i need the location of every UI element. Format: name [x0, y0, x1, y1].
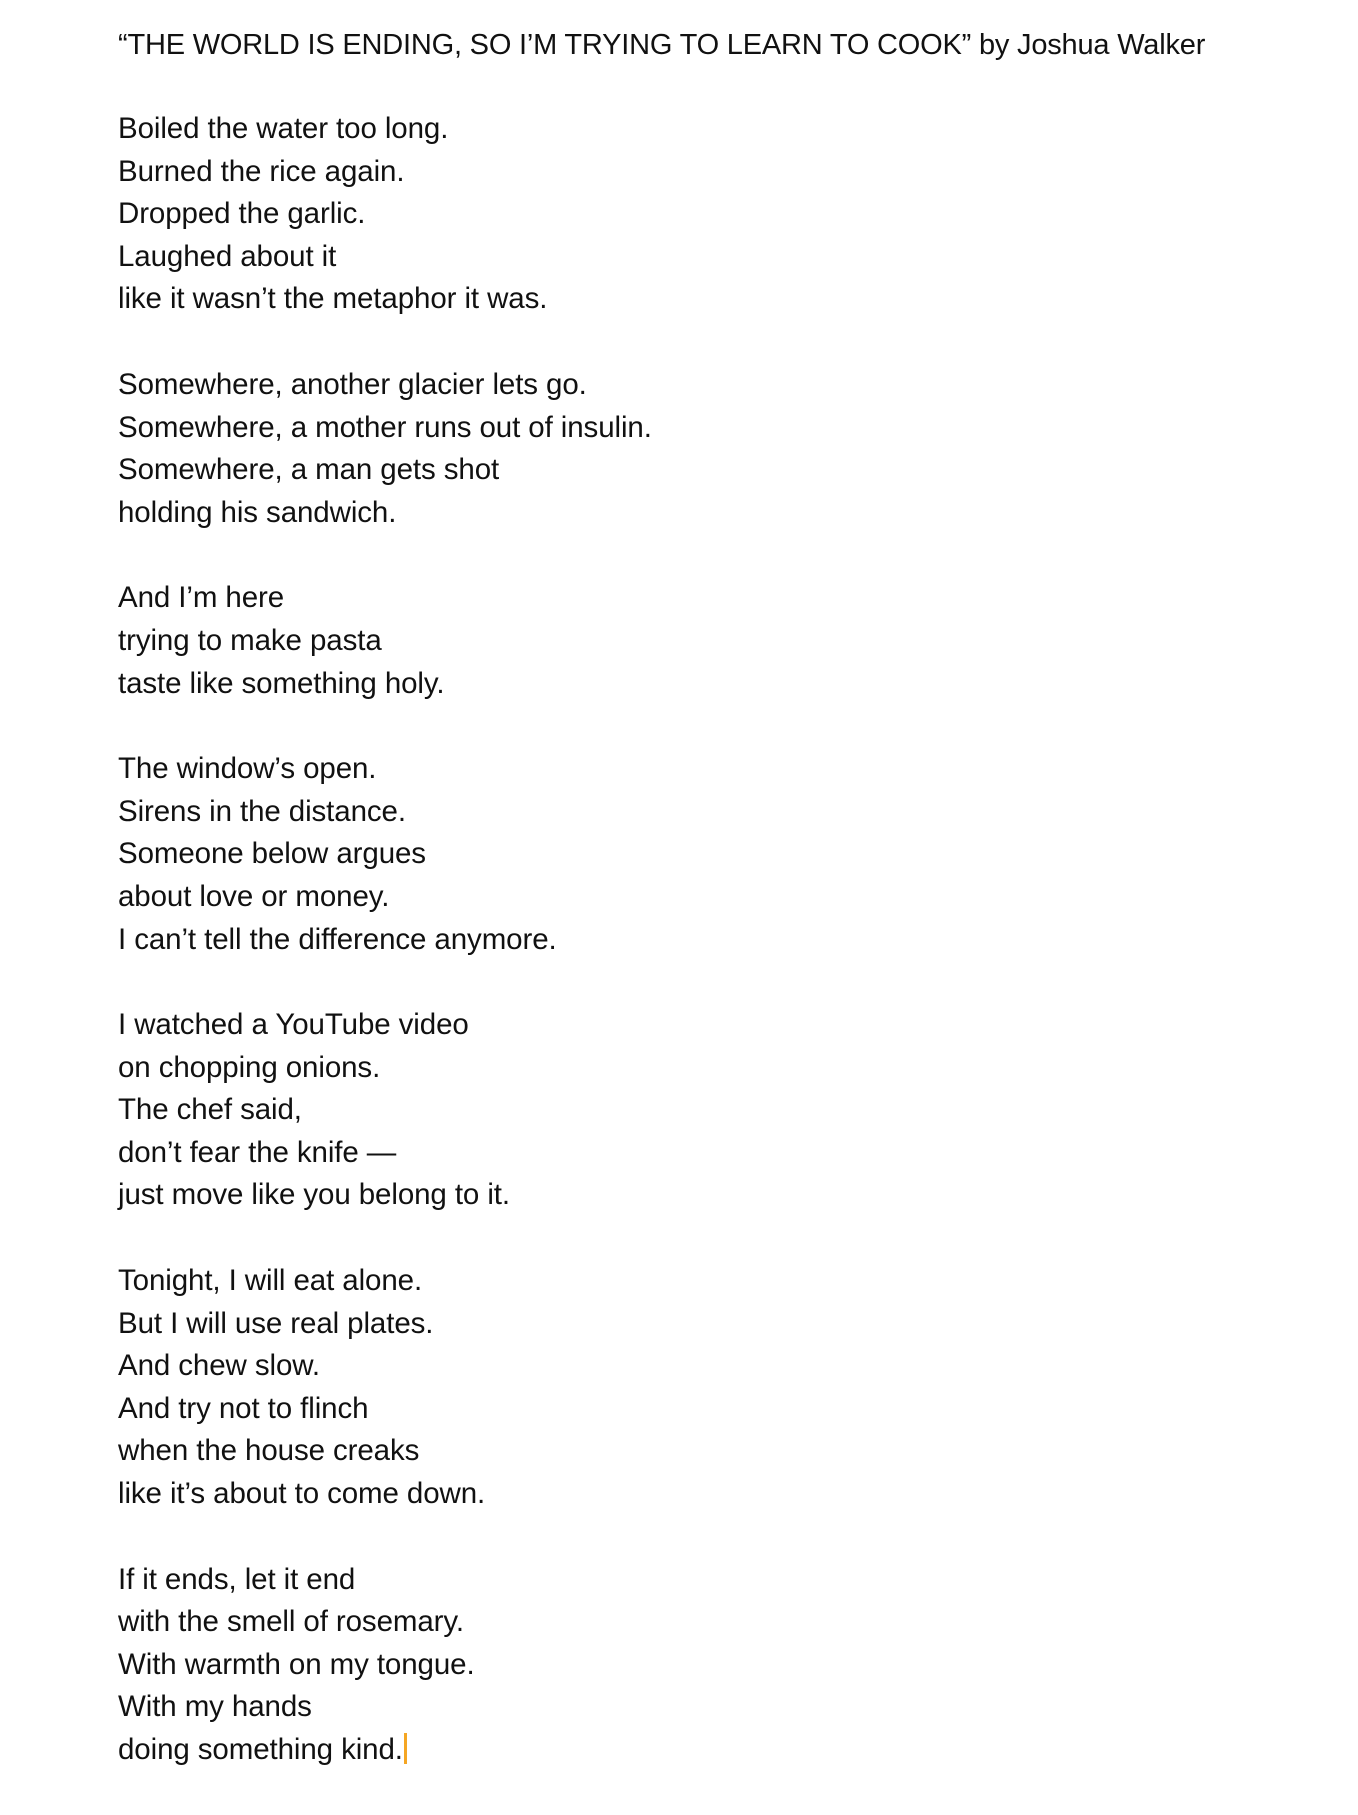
stanza — [118, 108, 1318, 321]
poem-line: Somewhere, a mother runs out of insulin. — [118, 410, 652, 444]
poem-line: like it’s about to come down. — [118, 1477, 486, 1511]
poem-line: I can’t tell the difference anymore. — [118, 922, 557, 956]
poem-line: But I will use real plates. — [118, 1306, 434, 1340]
poem-line: Somewhere, a man gets shot — [118, 453, 500, 487]
poem-line: And try not to flinch — [118, 1391, 369, 1425]
poem-line: The window’s open. — [118, 752, 377, 786]
poem-line: on chopping onions. — [118, 1050, 381, 1084]
poem-line: holding his sandwich. — [118, 495, 397, 529]
stanza — [118, 1260, 1318, 1516]
stanza — [118, 1559, 1318, 1772]
stanza — [118, 364, 1318, 534]
poem-line: with the smell of rosemary. — [118, 1605, 464, 1639]
poem-line: taste like something holy. — [118, 666, 445, 700]
stanza — [118, 577, 1318, 705]
poem-line: Tonight, I will eat alone. — [118, 1264, 423, 1298]
poem-line: about love or money. — [118, 879, 390, 913]
poem-line: Somewhere, another glacier lets go. — [118, 367, 587, 401]
poem-line: And chew slow. — [118, 1349, 320, 1383]
poem-title: “THE WORLD IS ENDING, SO I’M TRYING TO LEARN TO COOK” by Joshua Walker — [118, 29, 1206, 61]
poem-line: Burned the rice again. — [118, 154, 405, 188]
poem-line: Someone below argues — [118, 837, 426, 871]
poem-line: With my hands — [118, 1690, 312, 1724]
poem-line: The chef said, — [118, 1093, 302, 1127]
poem-line-text: doing something kind. — [118, 1733, 403, 1766]
poem-line: And I’m here — [118, 581, 285, 615]
poem-line: like it wasn’t the metaphor it was. — [118, 282, 548, 316]
poem-line: With warmth on my tongue. — [118, 1647, 475, 1681]
poem-line: Laughed about it — [118, 239, 337, 273]
poem-line: I watched a YouTube video — [118, 1008, 469, 1042]
stanza — [118, 748, 1318, 961]
poem-line: don’t fear the knife — — [118, 1135, 397, 1169]
last-poem-line — [118, 1729, 1318, 1772]
poem-line: If it ends, let it end — [118, 1562, 356, 1596]
poem-line: just move like you belong to it. — [118, 1178, 510, 1212]
poem-line: when the house creaks — [118, 1434, 420, 1468]
poem-line: trying to make pasta — [118, 623, 382, 657]
poem-line: Sirens in the distance. — [118, 794, 406, 828]
document-page[interactable] — [118, 24, 1318, 1815]
stanza — [118, 1004, 1318, 1217]
poem-line: Dropped the garlic. — [118, 197, 366, 231]
text-cursor — [404, 1733, 407, 1764]
poem-line: Boiled the water too long. — [118, 112, 449, 145]
